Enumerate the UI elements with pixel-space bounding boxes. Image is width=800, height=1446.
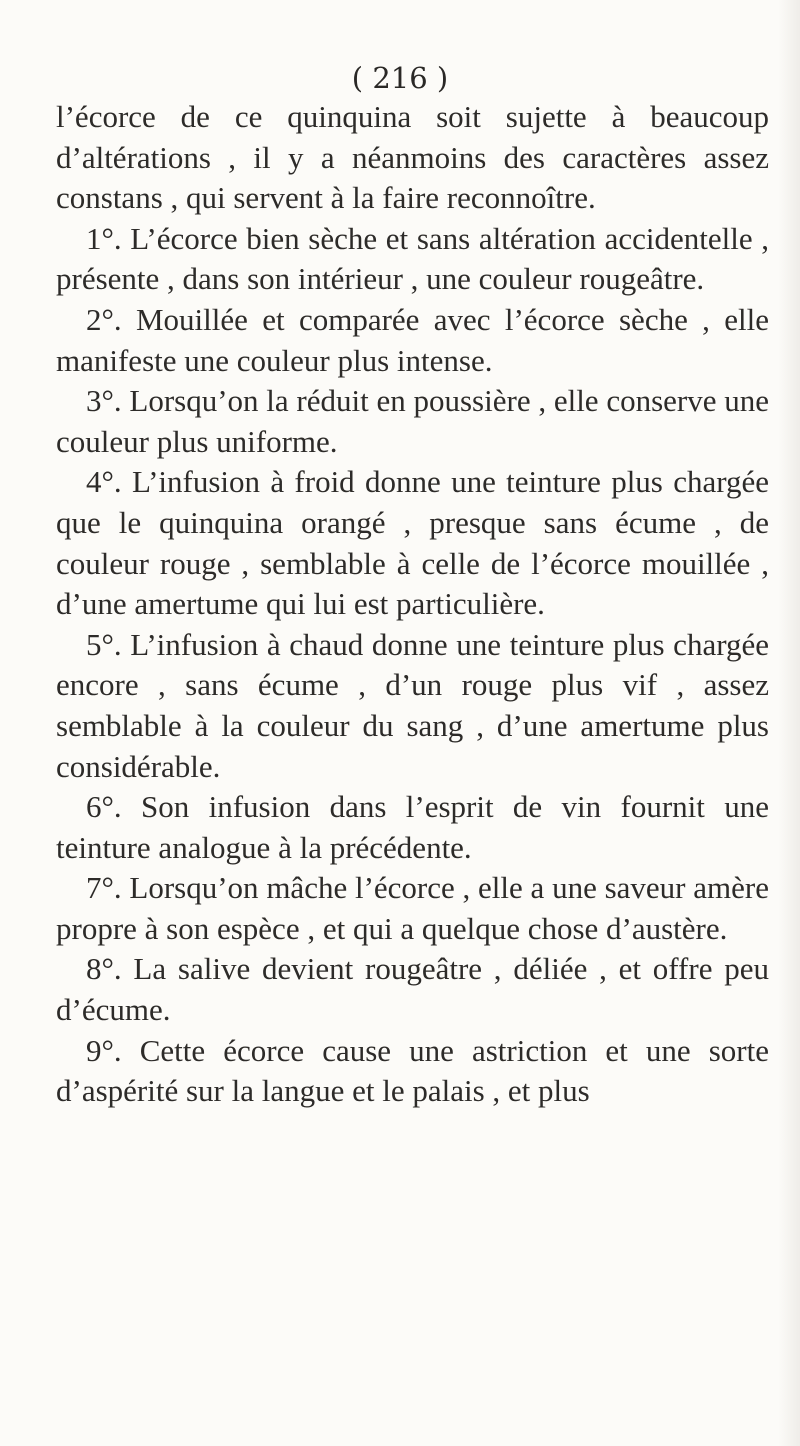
- paragraph-item-7: 7°. Lorsqu’on mâche l’écorce , elle a une saveur amère propre à son espèce , et qui a quelque chose d’austère.: [56, 870, 769, 946]
- paragraph-item-5: 5°. L’infusion à chaud donne une teinture plus chargée encore , sans écume , d’un rouge plus vif , assez semblable à la couleur du sang , d’une amertume plus considérable.: [56, 626, 769, 784]
- paragraph-item-8: 8°. La salive devient rougeâtre , déliée , et offre peu d’écume.: [56, 951, 769, 1028]
- paragraph-item-6: 6°. Son infusion dans l’esprit de vin fournit une teinture analogue à la précédente.: [56, 789, 769, 865]
- paragraph-item-9: 9°. Cette écorce cause une astriction et une sorte d’aspérité sur la langue et le palais , et plus: [56, 1032, 769, 1109]
- paragraph-item-4: 4°. L’infusion à froid donne une teinture plus chargée que le quinquina orangé , presque sans écume , de couleur rouge , semblable à celle de l’écorce mouillée , d’une amertume qui lui est particulière.: [56, 464, 769, 622]
- page-number: ( 216 ): [351, 61, 449, 95]
- page-edge-shadow: [778, 0, 800, 1446]
- paragraph-item-1: 1°. L’écorce bien sèche et sans altération accidentelle , présente , dans son intérieur , une couleur rougeâtre.: [56, 220, 769, 297]
- paragraph-item-2: 2°. Mouillée et comparée avec l’écorce sèche , elle manifeste une couleur plus intense.: [56, 301, 769, 378]
- paragraph-item-3: 3°. Lorsqu’on la réduit en poussière , elle conserve une couleur plus uniforme.: [56, 383, 769, 459]
- body-text: [56, 97, 769, 1112]
- paragraph-continuation: l’écorce de ce quinquina soit sujette à beaucoup d’altérations , il y a néanmoins des caractères assez constans , qui servent à la faire reconnoître.: [56, 99, 769, 216]
